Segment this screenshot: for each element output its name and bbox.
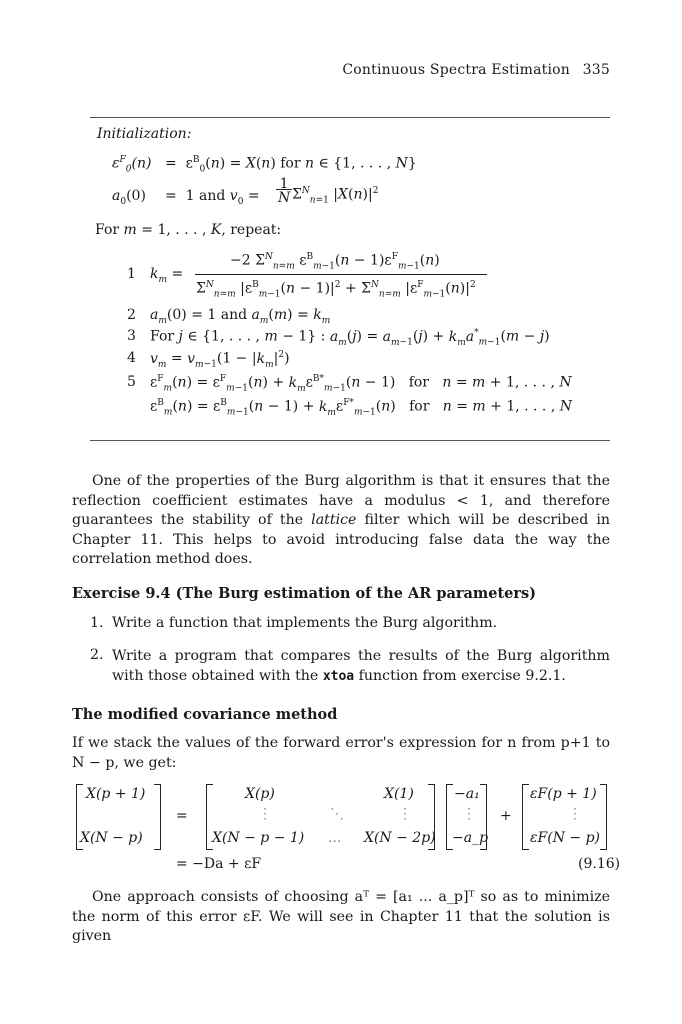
step1-lhs: $k_m$ = (150, 266, 184, 285)
compact-equation: = −Da + εF (176, 856, 262, 872)
step1-denominator: $\Sigma^N_{n=m}$ $|\varepsilon^B_{m-1}(n - 1)|^2 + \Sigma^N_{n=m}$ $|\varepsilon^F_{m-1}(n)|^2$ (196, 280, 476, 300)
a-vector-bottom: −a_p (452, 830, 489, 846)
step1-number: 1 (127, 266, 136, 282)
lhs-bracket-right (154, 784, 161, 850)
e-vector-bottom: εF(N − p) (530, 830, 600, 846)
equals-sign: = (176, 808, 188, 824)
running-header (342, 62, 610, 78)
matrix-r3c2: ... (328, 830, 342, 846)
exercise-item1-number: 1. (90, 615, 104, 631)
e-vector-bracket-right (600, 784, 607, 850)
step4-text: $v_m = v_{m-1}(1 - |k_m|^2)$ (150, 350, 290, 370)
section-title-modified-covariance: The modified covariance method (72, 706, 338, 723)
step3-number: 3 (127, 328, 136, 344)
step4-number: 4 (127, 350, 136, 366)
matrix-r1c1: X(p) (245, 786, 275, 802)
lhs-top: X(p + 1) (86, 786, 146, 802)
lhs-bottom: X(N − p) (80, 830, 143, 846)
matrix-r3c1: X(N − p − 1) (212, 830, 305, 846)
init-line2-lhs: $a_0(0)$ (112, 188, 146, 207)
matrix-r1c3: X(1) (384, 786, 414, 802)
step5b-text: $\varepsilon^B_m(n) = \varepsilon^B_{m-1}(n - 1) + k_m\varepsilon^{F*}_{m-1}(n)$ for n = m + 1, . . . , N (150, 398, 572, 418)
matrix-bracket-right (428, 784, 435, 850)
init-line2-rhs: = 1 and $v_0$ = (165, 188, 260, 207)
exercise-item2: Write a program that compares the results of the Burg algorithm with those obtained with the xtoa function from exercise 9.2.1. (112, 648, 610, 684)
page-number: 335 (582, 62, 610, 78)
header-title: Continuous Spectra Estimation (342, 62, 571, 78)
section-intro: If we stack the values of the forward error's expression for n from p+1 to N − p, we get: (72, 735, 610, 771)
loop-label: For m = 1, . . . , K, repeat: (95, 222, 282, 238)
algorithm-bottom-rule (90, 440, 610, 441)
matrix-vdots-left: ⋮ (258, 806, 272, 822)
algorithm-top-rule (90, 117, 610, 118)
init-line1-lhs: $\varepsilon^F_0(n)$ (112, 155, 152, 175)
step3-text: For j ∈ {1, . . . , m − 1} : $a_m(j) = a_{m-1}(j) + k_ma^*_{m-1}(m - j)$ (150, 328, 550, 348)
a-vector-top: −a₁ (454, 786, 480, 802)
equation-number: (9.16) (578, 856, 621, 872)
e-vector-vdots: ⋮ (568, 806, 582, 822)
step1-fraction-bar (195, 274, 487, 275)
exercise-item2-number: 2. (90, 647, 104, 663)
init-sum: $\Sigma^N_{n=1}$ $|X(n)|^2$ (292, 186, 379, 206)
init-frac: 1 N (278, 176, 291, 206)
exercise-title: Exercise 9.4 (The Burg estimation of the AR parameters) (72, 585, 537, 602)
init-line1-rhs: = $\varepsilon^B_0(n) = X(n)$ for n ∈ {1, . . . , N} (165, 155, 417, 175)
a-vector-bracket-right (480, 784, 487, 850)
matrix-ddots: ⋱ (330, 806, 344, 822)
step5-number: 5 (127, 374, 136, 390)
e-vector-bracket-left (522, 784, 529, 850)
plus-sign: + (500, 808, 512, 824)
matrix-vdots-right: ⋮ (398, 806, 412, 822)
step5a-text: $\varepsilon^F_m(n) = \varepsilon^F_{m-1}(n) + k_m\varepsilon^{B*}_{m-1}(n - 1)$ for n = m + 1, . . . , N (150, 374, 572, 394)
matrix-r3c3: X(N − 2p) (364, 830, 436, 846)
paragraph-approach: One approach consists of choosing aᵀ = [a₁ ... a_p]ᵀ so as to minimize the norm of this error εF. We will see in Chapter 11 that the solution is given (72, 889, 610, 944)
paragraph-burg-properties: One of the properties of the Burg algorithm is that it ensures that the reflection coefficient estimates have a modulus < 1, and therefore guarantees the stability of the lattice filter which will be described in Chapter 11. This helps to avoid introducing false data the way the correlation method does. (72, 473, 610, 567)
step1-numerator: −2 $\Sigma^N_{n=m}$ $\varepsilon^B_{m-1}(n - 1)\varepsilon^F_{m-1}(n)$ (230, 252, 440, 272)
code-xtoa: xtoa (322, 668, 355, 684)
e-vector-top: εF(p + 1) (530, 786, 597, 802)
a-vector-vdots: ⋮ (462, 806, 476, 822)
init-label: Initialization: (97, 126, 192, 142)
step2-number: 2 (127, 307, 136, 323)
step2-text: $a_m(0) = 1$ and $a_m(m) = k_m$ (150, 307, 331, 326)
exercise-item1: Write a function that implements the Burg algorithm. (112, 615, 498, 631)
